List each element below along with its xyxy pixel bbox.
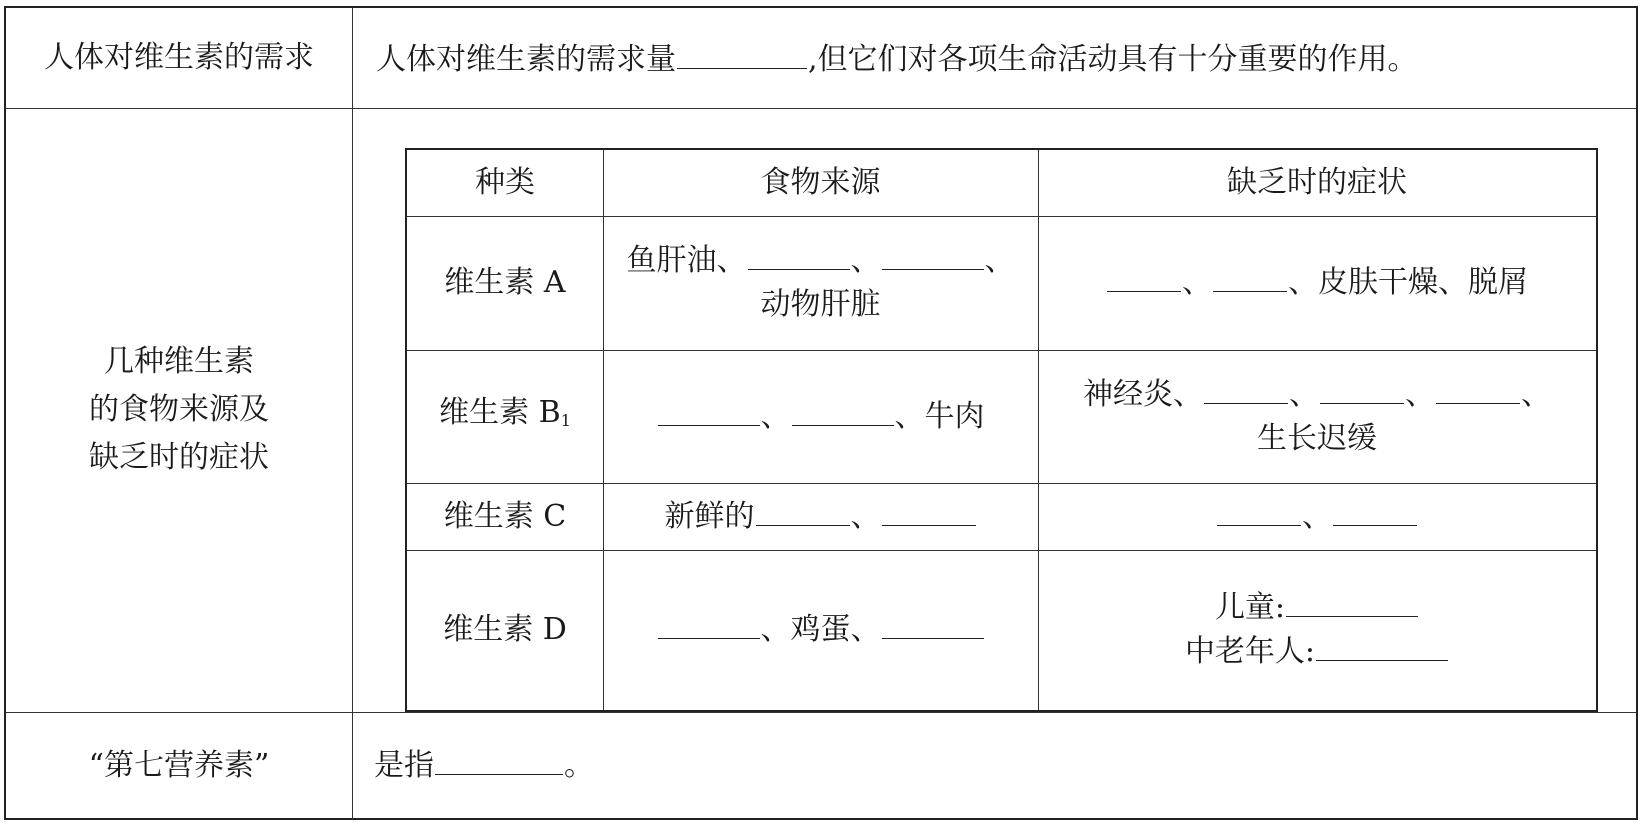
header-kind-label: 种类 bbox=[475, 165, 535, 200]
vitamin-d-elderly-label: 中老年人: bbox=[1184, 634, 1316, 669]
vitamin-a-symptom-line bbox=[1106, 261, 1528, 305]
vitamin-c-symptom-line bbox=[1216, 495, 1418, 539]
vitamin-b1-symptom-blank-2[interactable] bbox=[1320, 375, 1404, 404]
vitamin-a-food-line-2: 动物肝脏 bbox=[760, 287, 881, 322]
vitamin-b1-food-line bbox=[657, 395, 985, 439]
vitamin-a-food-line-1 bbox=[627, 239, 1015, 283]
vitamin-d-food-blank-1[interactable] bbox=[658, 610, 760, 639]
row3-label-cell bbox=[6, 712, 352, 820]
vitamin-table bbox=[405, 148, 1598, 712]
vitamin-a-symptom bbox=[1038, 216, 1596, 350]
vitamin-c-symptom bbox=[1038, 483, 1596, 550]
vitamin-c-food-blank-1[interactable] bbox=[756, 497, 850, 526]
row1-label-cell bbox=[6, 8, 352, 108]
vitamin-d-label: 维生素 D bbox=[443, 612, 567, 647]
vitamin-b1-label bbox=[439, 391, 571, 443]
vitamin-b1-symptom bbox=[1038, 350, 1596, 483]
vitamin-c-food-blank-2[interactable] bbox=[882, 497, 976, 526]
vitamin-d-food-blank-2[interactable] bbox=[882, 610, 984, 639]
vitamin-d-symptom bbox=[1038, 550, 1596, 710]
vitamin-d-food bbox=[603, 550, 1038, 710]
vitamin-c-food-sep: 、 bbox=[850, 498, 881, 534]
row2-label-line-2: 的食物来源及 bbox=[89, 392, 269, 427]
vitamin-a-food bbox=[603, 216, 1038, 350]
vitamin-b1-symptom-line-2: 生长迟缓 bbox=[1257, 420, 1377, 456]
header-symptom-label: 缺乏时的症状 bbox=[1227, 165, 1407, 200]
row1-label: 人体对维生素的需求 bbox=[44, 40, 314, 75]
vitamin-b1-food-blank-1[interactable] bbox=[658, 397, 760, 426]
row1-content bbox=[376, 40, 1418, 80]
vitamin-d-symptom-line-1 bbox=[1215, 586, 1419, 630]
vitamin-c-kind bbox=[407, 483, 603, 550]
vitamin-b1-kind bbox=[407, 350, 603, 483]
vitamin-a-symptom-suffix: 、皮肤干燥、脱屑 bbox=[1288, 265, 1528, 300]
row2-label-line-1: 几种维生素 bbox=[104, 344, 254, 379]
vitamin-a-kind bbox=[407, 216, 603, 350]
vitamin-b1-symptom-sep-1: 、 bbox=[1289, 376, 1319, 412]
row3-blank[interactable] bbox=[435, 746, 563, 775]
row3-text-before: 是指 bbox=[374, 748, 434, 783]
row2-label-line-3: 缺乏时的症状 bbox=[89, 440, 269, 475]
row3-content bbox=[374, 746, 594, 786]
vitamin-b1-symptom-blank-1[interactable] bbox=[1204, 375, 1288, 404]
vitamin-a-food-sep-1: 、 bbox=[850, 243, 881, 278]
vitamin-a-food-blank-2[interactable] bbox=[882, 241, 984, 270]
vitamin-b1-symptom-prefix: 神经炎、 bbox=[1083, 376, 1203, 412]
vitamin-d-kind bbox=[407, 550, 603, 710]
vitamin-c-symptom-sep: 、 bbox=[1302, 498, 1332, 534]
row1-text-after: ,但它们对各项生命活动具有十分重要的作用。 bbox=[808, 42, 1418, 77]
vitamin-d-elderly-blank[interactable] bbox=[1316, 632, 1448, 661]
vitamin-b1-food-blank-2[interactable] bbox=[792, 397, 894, 426]
vitamin-c-food-line bbox=[665, 495, 977, 539]
vitamin-b1-label-text: 维生素 B bbox=[439, 394, 561, 430]
row3-text-after: 。 bbox=[564, 748, 594, 783]
vitamin-b1-food-sep: 、 bbox=[760, 398, 791, 434]
vitamin-d-food-mid: 、鸡蛋、 bbox=[760, 612, 881, 647]
vitamin-b1-symptom-sep-3: 、 bbox=[1521, 376, 1551, 412]
vitamin-a-symptom-sep: 、 bbox=[1182, 265, 1212, 300]
vitamin-a-symptom-blank-1[interactable] bbox=[1107, 263, 1181, 292]
vitamin-d-food-line bbox=[657, 608, 985, 652]
header-food bbox=[603, 150, 1038, 216]
header-food-label: 食物来源 bbox=[760, 165, 881, 200]
vitamin-b1-symptom-blank-3[interactable] bbox=[1436, 375, 1520, 404]
row1-text-before: 人体对维生素的需求量 bbox=[376, 42, 676, 77]
vitamin-a-food-blank-1[interactable] bbox=[748, 241, 850, 270]
vitamin-a-food-sep-2: 、 bbox=[984, 243, 1015, 278]
vitamin-b1-food-suffix: 、牛肉 bbox=[894, 398, 985, 434]
row3-label: “第七营养素” bbox=[88, 748, 270, 783]
header-kind bbox=[407, 150, 603, 216]
vitamin-b1-symptom-line-1 bbox=[1083, 373, 1551, 417]
vitamin-c-food bbox=[603, 483, 1038, 550]
row1-blank[interactable] bbox=[677, 40, 807, 69]
vitamin-b1-subscript: 1 bbox=[560, 410, 571, 430]
header-symptom bbox=[1038, 150, 1596, 216]
vitamin-c-label: 维生素 C bbox=[443, 498, 567, 534]
vitamin-a-food-prefix: 鱼肝油、 bbox=[626, 243, 747, 278]
row2-label-cell bbox=[6, 108, 352, 712]
vitamin-c-symptom-blank-1[interactable] bbox=[1217, 497, 1301, 526]
vitamin-c-symptom-blank-2[interactable] bbox=[1333, 497, 1417, 526]
vitamin-d-children-blank[interactable] bbox=[1286, 588, 1418, 617]
vitamin-a-label: 维生素 A bbox=[444, 265, 566, 300]
vitamin-a-symptom-blank-2[interactable] bbox=[1213, 263, 1287, 292]
column-divider bbox=[352, 8, 353, 820]
vitamin-b1-symptom-sep-2: 、 bbox=[1405, 376, 1435, 412]
vitamin-d-symptom-line-2 bbox=[1185, 630, 1449, 674]
vitamin-c-food-prefix: 新鲜的 bbox=[664, 498, 755, 534]
vitamin-b1-food bbox=[603, 350, 1038, 483]
vitamin-d-children-label: 儿童: bbox=[1214, 590, 1286, 625]
